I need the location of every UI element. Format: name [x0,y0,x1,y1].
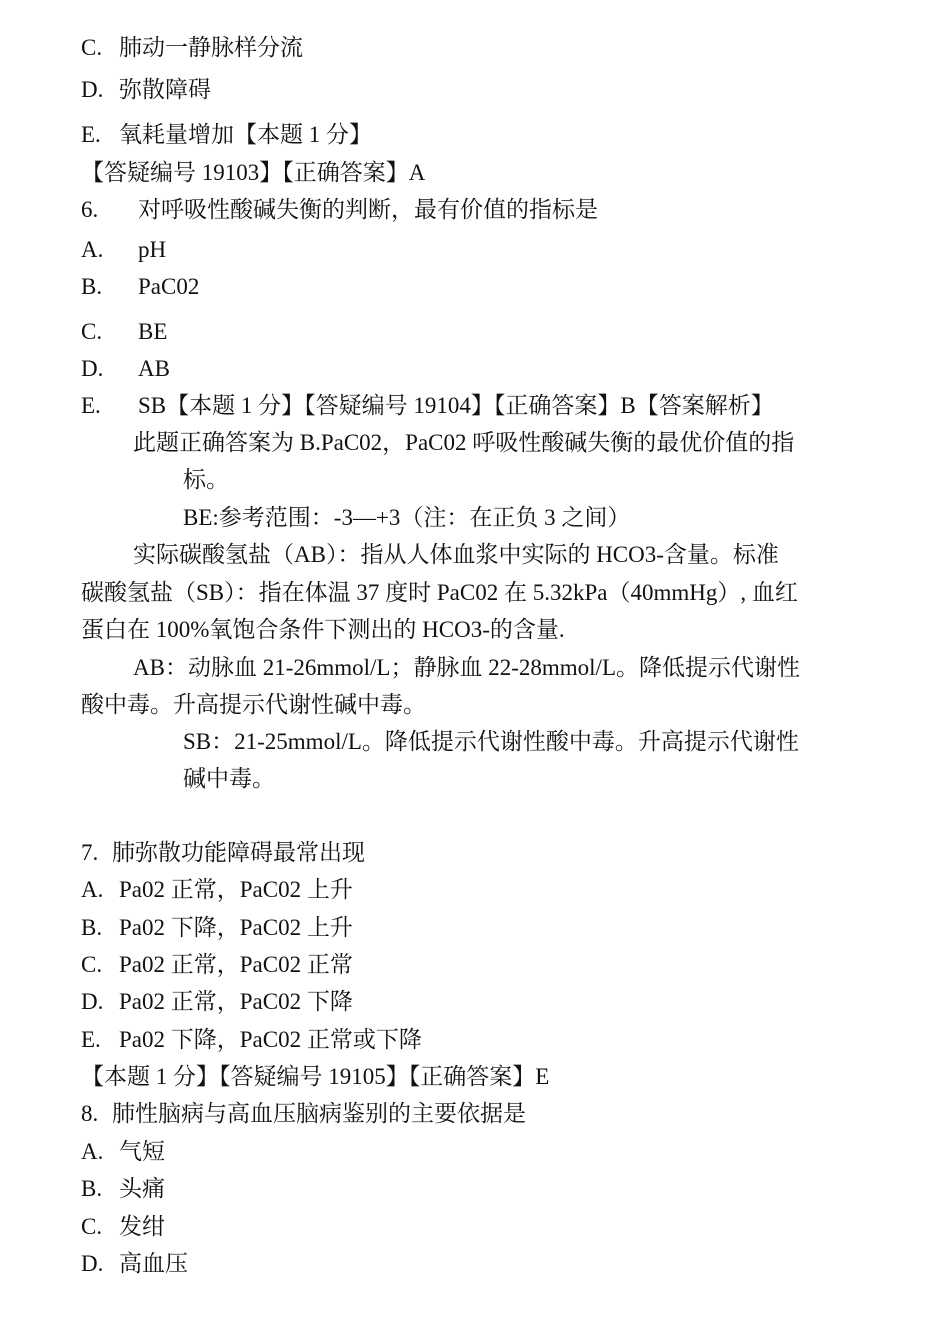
option-text: Pa02 正常，PaC02 下降 [119,989,353,1014]
option-text: 高血压 [119,1251,188,1276]
option-text: 发绀 [119,1214,165,1239]
option-letter: A. [81,877,104,902]
q8-option-c [81,1212,165,1242]
option-text: Pa02 下降，PaC02 正常或下降 [119,1027,422,1052]
q5-option-c [81,33,303,63]
option-letter: D. [81,1251,104,1276]
q6-explanation-p3-line1: 实际碳酸氢盐（AB）：指从人体血浆中实际的 HCO3-含量。标准 [133,542,779,567]
q7-option-e [81,1025,422,1055]
q8-stem [81,1099,526,1129]
q7-stem [81,838,365,868]
option-text: pH [138,237,167,262]
option-text: 气短 [119,1139,165,1164]
q8-option-b [81,1174,165,1204]
q6-option-c [81,317,167,347]
q6-stem [81,195,598,225]
question-number: 7. [81,840,99,865]
q7-option-c [81,950,353,980]
q6-option-e [81,391,774,421]
q6-explanation-p3-line3: 蛋白在 100%氧饱合条件下测出的 HCO3-的含量. [81,617,565,642]
question-text: 肺弥散功能障碍最常出现 [112,840,365,865]
option-text: PaC02 [138,274,200,299]
option-text: 肺动一静脉样分流 [119,35,303,60]
q6-explanation-p5-line2: 碱中毒。 [183,766,275,791]
option-letter: C. [81,952,103,977]
option-text: 氧耗量增加【本题 1 分】 [119,122,372,147]
option-letter: D. [81,356,104,381]
q6-explanation-p1-line2: 标。 [183,467,229,492]
q6-explanation-p4-line2: 酸中毒。升高提示代谢性碱中毒。 [81,692,426,717]
option-letter: B. [81,915,103,940]
option-text: 头痛 [119,1176,165,1201]
question-number: 8. [81,1101,99,1126]
q7-option-d [81,987,353,1017]
option-letter: B. [81,1176,103,1201]
q5-option-e [81,120,372,150]
option-letter: A. [81,1139,104,1164]
option-text: Pa02 正常，PaC02 正常 [119,952,353,977]
option-letter: D. [81,989,104,1014]
q6-option-a [81,235,166,265]
option-letter: D. [81,77,104,102]
option-letter: B. [81,274,103,299]
option-letter: C. [81,1214,103,1239]
q7-option-a [81,875,353,905]
option-text: AB [138,356,170,381]
q7-option-b [81,913,353,943]
q6-explanation-p3-line2: 碳酸氢盐（SB）：指在体温 37 度时 PaC02 在 5.32kPa（40mmHg）, 血红 [81,580,798,605]
question-text: 对呼吸性酸碱失衡的判断，最有价值的指标是 [138,197,598,222]
question-number: 6. [81,197,99,222]
option-letter: E. [81,122,101,147]
option-letter: C. [81,319,103,344]
option-letter: C. [81,35,103,60]
option-letter: E. [81,393,101,418]
q8-option-a [81,1137,165,1167]
q6-explanation-p5-line1: SB：21-25mmol/L。降低提示代谢性酸中毒。升高提示代谢性 [183,729,799,754]
option-text: 弥散障碍 [119,77,211,102]
option-text: SB【本题 1 分】【答疑编号 19104】【正确答案】B【答案解析】 [138,393,774,418]
question-text: 肺性脑病与高血压脑病鉴别的主要依据是 [112,1101,526,1126]
q6-option-d [81,354,170,384]
q6-explanation-p1-line1: 此题正确答案为 B.PaC02，PaC02 呼吸性酸碱失衡的最优价值的指 [133,430,795,455]
q8-option-d [81,1249,188,1279]
q7-answer-line: 【本题 1 分】【答疑编号 19105】【正确答案】E [81,1064,550,1089]
q6-explanation-p4-line1: AB：动脉血 21-26mmol/L；静脉血 22-28mmol/L。降低提示代谢性 [133,655,800,680]
q5-option-d [81,75,211,105]
q6-option-b [81,272,199,302]
option-text: BE [138,319,168,344]
option-text: Pa02 正常，PaC02 上升 [119,877,353,902]
q5-answer-line: 【答疑编号 19103】【正确答案】A [81,160,426,185]
q6-explanation-p2: BE:参考范围：-3—+3（注：在正负 3 之间） [183,505,631,530]
option-letter: A. [81,237,104,262]
option-letter: E. [81,1027,101,1052]
option-text: Pa02 下降，PaC02 上升 [119,915,353,940]
